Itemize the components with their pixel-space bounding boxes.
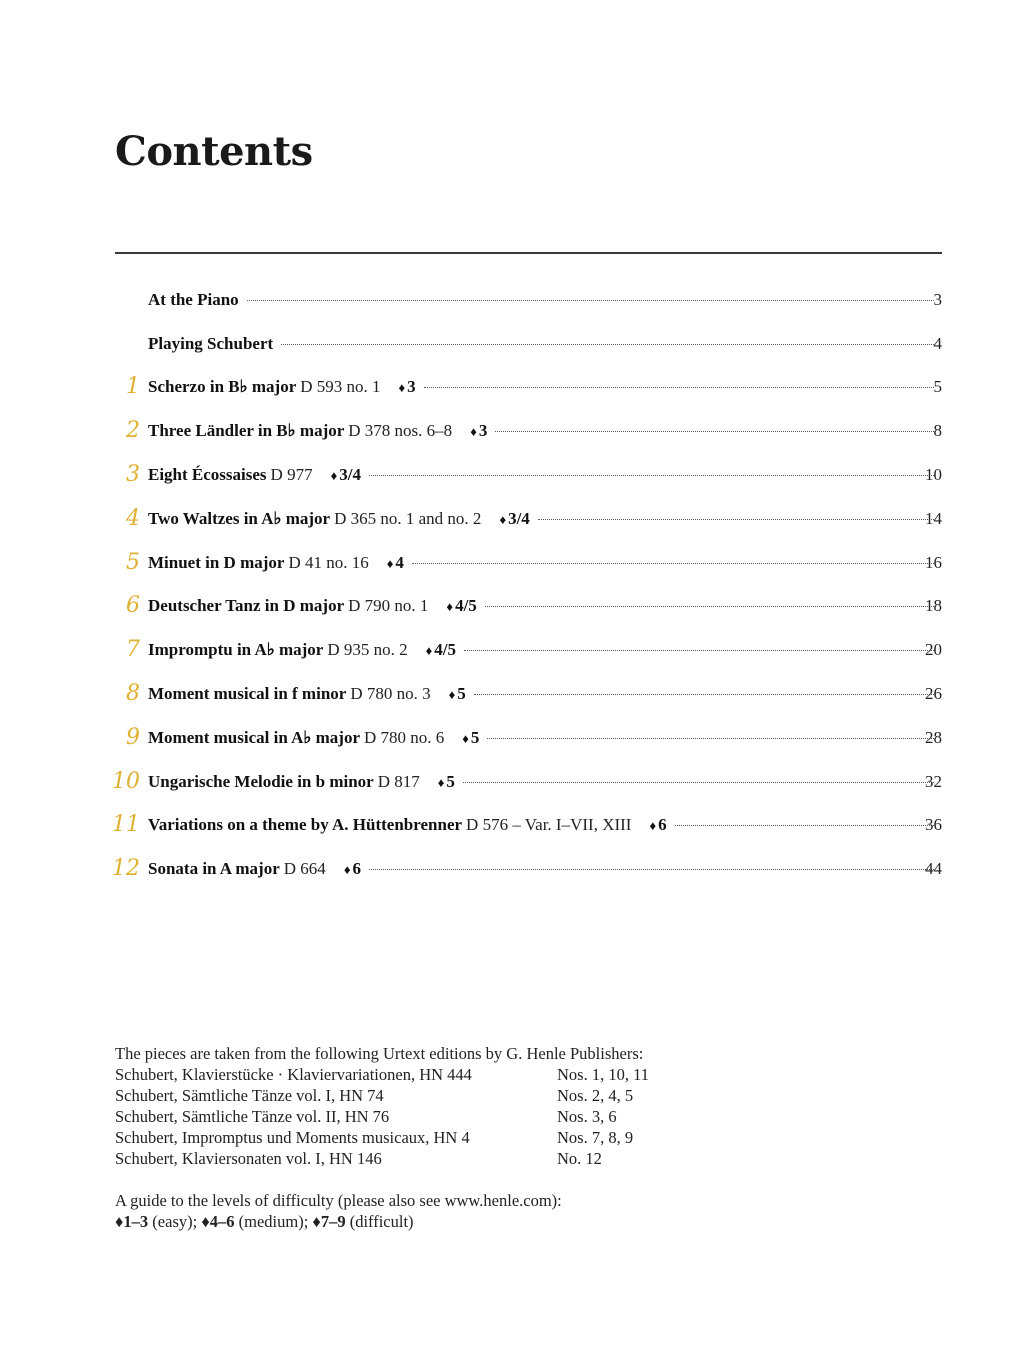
- toc-entry-page: 44: [925, 859, 942, 879]
- toc-entry-level: [462, 728, 479, 748]
- diamond-icon: ♦: [448, 687, 456, 703]
- toc-entry-level: [449, 684, 466, 704]
- toc-entry-main: [148, 772, 942, 792]
- toc-entry-title: Moment musical in f minor: [148, 684, 347, 704]
- toc-entry-number: 12: [112, 856, 140, 882]
- toc-entry: [0, 847, 1024, 891]
- toc-entry-main: [148, 334, 942, 354]
- toc-entry-level-value: 6: [658, 815, 667, 835]
- toc-entry: [0, 278, 1024, 322]
- guide-levels: [115, 1211, 562, 1232]
- dot-leader: [675, 825, 934, 826]
- toc-entry-level-value: 5: [446, 771, 455, 791]
- diamond-icon: ♦: [649, 818, 657, 834]
- dot-leader: [485, 606, 934, 607]
- toc-entry: [0, 804, 1024, 848]
- toc-entry-number: 5: [126, 549, 140, 575]
- toc-entry-level-value: 4: [395, 552, 404, 572]
- guide-easy-range: 1–3: [123, 1212, 149, 1231]
- dot-leader: [487, 738, 934, 739]
- toc-entry-page: 32: [925, 771, 942, 791]
- toc-entry-page: 14: [925, 508, 942, 528]
- toc-entry: [0, 672, 1024, 716]
- source-edition: Schubert, Sämtliche Tänze vol. I, HN 74: [115, 1086, 384, 1105]
- toc-entry-title: Playing Schubert: [148, 333, 274, 353]
- toc-entry-catalog: D 780 no. 3: [350, 684, 431, 704]
- toc-entry-number: 3: [126, 462, 140, 488]
- toc-entry-title: Impromptu in A♭ major: [148, 640, 324, 660]
- diamond-icon: ♦: [470, 424, 477, 440]
- toc-entry: [0, 541, 1024, 585]
- toc-entry: [0, 760, 1024, 804]
- toc-entry-level-value: 3: [478, 421, 488, 441]
- toc-entry: [0, 716, 1024, 760]
- toc-entry-level-value: 5: [457, 684, 466, 704]
- toc-entry-level: [426, 640, 456, 660]
- source-numbers: Nos. 7, 8, 9: [557, 1128, 634, 1147]
- source-numbers: Nos. 1, 10, 11: [557, 1065, 649, 1084]
- diamond-icon: ♦: [398, 380, 406, 396]
- toc-entry-page: 5: [933, 377, 942, 397]
- sources-section: [115, 1043, 715, 1169]
- toc-entry-title: Deutscher Tanz in D major: [148, 596, 345, 616]
- toc-entry-page: 10: [925, 465, 942, 485]
- toc-entry-number: 9: [126, 724, 140, 750]
- toc-entry-catalog: D 817: [377, 771, 420, 791]
- toc-entry: [0, 453, 1024, 497]
- source-row: [115, 1127, 715, 1148]
- toc-entry-level-value: 4/5: [434, 640, 457, 660]
- toc-entry-catalog: D 664: [283, 859, 326, 879]
- toc-entry: [0, 497, 1024, 541]
- toc-entry-main: [148, 553, 942, 573]
- guide-difficult-range: 7–9: [320, 1212, 346, 1231]
- diamond-icon: ♦: [330, 468, 338, 484]
- diamond-icon: ♦: [437, 774, 445, 790]
- toc-entry-catalog: D 780 no. 6: [364, 727, 445, 747]
- toc-entry-main: [148, 596, 942, 616]
- toc-entry-page: 26: [925, 684, 942, 704]
- toc-entry-level-value: 6: [352, 859, 361, 879]
- diamond-icon: ♦: [425, 643, 433, 659]
- toc-entry-page: 3: [933, 289, 942, 309]
- toc-entry-main: [148, 859, 942, 879]
- guide-medium-label: (medium);: [238, 1212, 309, 1231]
- toc-entry-title: Two Waltzes in A♭ major: [148, 508, 331, 528]
- source-edition: Schubert, Sämtliche Tänze vol. II, HN 76: [115, 1107, 390, 1126]
- toc-entry-page: 4: [933, 333, 942, 353]
- toc-entry-number: 2: [126, 418, 140, 444]
- toc-entry: [0, 628, 1024, 672]
- toc-entry-level: [649, 815, 666, 835]
- toc-entry-level-value: 3/4: [339, 465, 361, 485]
- sources-list: [115, 1064, 715, 1169]
- toc-entry-main: [148, 290, 942, 310]
- toc-entry-main: [148, 509, 942, 529]
- source-row: [115, 1085, 715, 1106]
- dot-leader: [463, 782, 934, 783]
- toc-entry-catalog: D 935 no. 2: [327, 640, 408, 660]
- diamond-icon: ♦: [343, 862, 351, 878]
- diamond-icon: ♦: [201, 1212, 210, 1231]
- toc-entry-page: 8: [933, 421, 942, 441]
- toc-entry-catalog: D 790 no. 1: [348, 596, 429, 616]
- toc-entry-page: 36: [925, 815, 942, 835]
- dot-leader: [369, 475, 934, 476]
- toc-entry-title: At the Piano: [148, 289, 239, 309]
- toc-entry-catalog: D 41 no. 16: [288, 552, 369, 572]
- source-edition: Schubert, Impromptus und Moments musicaux, HN 4: [115, 1128, 470, 1147]
- dot-leader: [474, 694, 934, 695]
- toc-entry-title: Moment musical in A♭ major: [148, 727, 360, 747]
- dot-leader: [281, 344, 934, 345]
- toc-entry-number: 7: [126, 637, 140, 663]
- dot-leader: [464, 650, 934, 651]
- toc-entry: [0, 366, 1024, 410]
- difficulty-guide: [115, 1190, 562, 1232]
- source-numbers: Nos. 3, 6: [557, 1107, 617, 1126]
- toc-entry-main: [148, 684, 942, 704]
- toc-entry-main: [148, 377, 942, 397]
- toc-entry-number: 4: [126, 505, 140, 531]
- toc-entry-level: [470, 421, 487, 441]
- toc-entry-number: 8: [126, 681, 140, 707]
- dot-leader: [369, 869, 934, 870]
- guide-difficult-label: (difficult): [349, 1212, 414, 1231]
- page-title: Contents: [115, 128, 313, 175]
- toc-entry-level-value: 4/5: [455, 596, 477, 616]
- toc-entry-number: 1: [126, 374, 140, 400]
- guide-easy-label: (easy);: [152, 1212, 198, 1231]
- source-edition: Schubert, Klaviersonaten vol. I, HN 146: [115, 1149, 382, 1168]
- toc-entry-level: [399, 377, 416, 397]
- toc-entry-title: Scherzo in B♭ major: [148, 377, 297, 397]
- toc-entry-main: [148, 640, 942, 660]
- dot-leader: [538, 519, 934, 520]
- toc-entry: [0, 585, 1024, 629]
- title-rule: [115, 252, 942, 254]
- dot-leader: [247, 300, 934, 301]
- toc-entry-level-value: 3/4: [508, 508, 530, 528]
- toc-entry-page: 20: [925, 640, 942, 660]
- dot-leader: [495, 431, 934, 432]
- toc-entry-main: [148, 465, 942, 485]
- toc-entry-catalog: D 593 no. 1: [300, 377, 381, 397]
- toc-entry-title: Ungarische Melodie in b minor: [148, 771, 374, 791]
- toc-entry-catalog: D 576 – Var. I–VII, XIII: [466, 815, 632, 835]
- diamond-icon: ♦: [312, 1212, 321, 1231]
- toc-entry-page: 28: [925, 727, 942, 747]
- toc-entry-title: Variations on a theme by A. Hüttenbrenner: [148, 815, 463, 835]
- toc-entry-level: [438, 772, 455, 792]
- toc-entry-number: 6: [126, 593, 140, 619]
- source-numbers: Nos. 2, 4, 5: [557, 1086, 634, 1105]
- toc-entry-page: 18: [925, 596, 942, 616]
- toc-entry-level-value: 5: [470, 727, 480, 747]
- dot-leader: [412, 563, 934, 564]
- toc-entry-number: 10: [112, 768, 140, 794]
- toc-entry-title: Eight Écossaises: [148, 465, 267, 485]
- toc-entry-level: [446, 596, 476, 616]
- diamond-icon: ♦: [446, 599, 454, 615]
- dot-leader: [424, 387, 934, 388]
- toc-entry-number: 11: [112, 812, 140, 838]
- diamond-icon: ♦: [462, 730, 469, 746]
- source-numbers: No. 12: [557, 1149, 602, 1168]
- toc-entry-level: [331, 465, 361, 485]
- toc-entry-main: [148, 421, 942, 441]
- toc-entry-catalog: D 365 no. 1 and no. 2: [334, 508, 482, 528]
- guide-intro: A guide to the levels of difficulty (please also see www.henle.com):: [115, 1191, 562, 1210]
- toc-entry-level: [387, 553, 404, 573]
- toc-entry-title: Minuet in D major: [148, 552, 285, 572]
- source-row: [115, 1064, 715, 1085]
- table-of-contents: [0, 278, 1024, 891]
- source-edition: Schubert, Klavierstücke · Klaviervariationen, HN 444: [115, 1065, 472, 1084]
- toc-entry: [0, 322, 1024, 366]
- diamond-icon: ♦: [499, 511, 507, 527]
- source-row: [115, 1106, 715, 1127]
- toc-entry-title: Three Ländler in B♭ major: [148, 421, 345, 441]
- toc-entry-level-value: 3: [407, 377, 416, 397]
- guide-medium-range: 4–6: [209, 1212, 235, 1231]
- toc-entry-title: Sonata in A major: [148, 859, 280, 879]
- toc-entry-level: [344, 859, 361, 879]
- toc-entry-main: [148, 815, 942, 835]
- diamond-icon: ♦: [386, 555, 394, 571]
- diamond-icon: ♦: [115, 1212, 124, 1231]
- sources-intro: The pieces are taken from the following Urtext editions by G. Henle Publishers:: [115, 1044, 644, 1063]
- toc-entry-catalog: D 378 nos. 6–8: [348, 421, 453, 441]
- source-row: [115, 1148, 715, 1169]
- toc-entry-level: [499, 509, 529, 529]
- toc-entry-catalog: D 977: [270, 465, 313, 485]
- toc-entry: [0, 409, 1024, 453]
- toc-entry-page: 16: [925, 552, 942, 572]
- toc-entry-main: [148, 728, 942, 748]
